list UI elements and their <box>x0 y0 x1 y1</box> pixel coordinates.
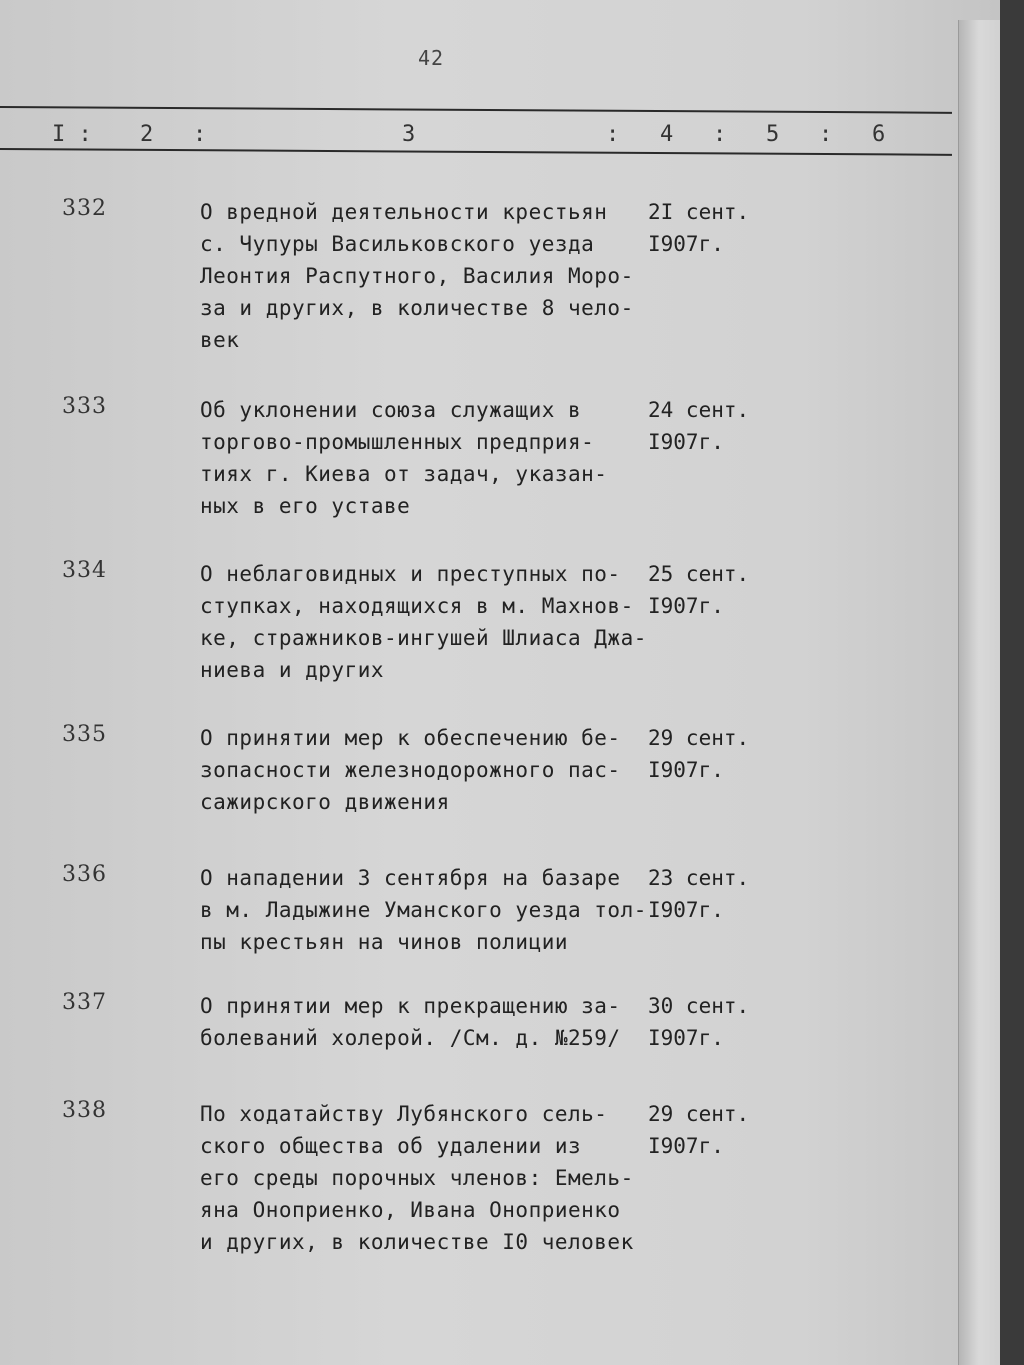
column-separator-3: : <box>606 122 620 147</box>
case-date: 29 сент. I907г. <box>648 1102 750 1158</box>
case-title: О принятии мер к прекращению за- болеваний холерой. /См. д. №259/ <box>200 994 621 1050</box>
header-rule-top <box>0 106 952 114</box>
page-stack-edge <box>958 20 1000 1365</box>
header-rule-bottom <box>0 148 952 156</box>
column-header-2: 2 : <box>140 122 207 147</box>
case-date: 30 сент. I907г. <box>648 994 750 1050</box>
case-number: 333 <box>62 394 107 419</box>
column-header-5: 5 : <box>766 122 833 147</box>
case-title: Об уклонении союза служащих в торгово-промышленных предприя- тиях г. Киева от задач, указан- ных в его уставе <box>200 398 608 518</box>
column-header-6: 6 <box>872 122 886 147</box>
case-number: 337 <box>62 990 107 1015</box>
case-title: О неблаговидных и преступных по- ступках, находящихся в м. Махнов- ке, стражников-ингушей Шлиаса Джа- ниева и других <box>200 562 647 682</box>
column-header-4: 4 : <box>660 122 727 147</box>
case-date: 23 сент. I907г. <box>648 866 750 922</box>
column-header-1: I : <box>52 122 92 147</box>
case-number: 334 <box>62 558 107 583</box>
case-number: 336 <box>62 862 107 887</box>
case-title: По ходатайству Лубянского сель- ского общества об удалении из его среды порочных членов: Емель- яна Оноприенко, Ивана Оноприенко и других, в количестве I0 человек <box>200 1102 634 1254</box>
case-number: 332 <box>62 196 107 221</box>
page-number: 42 <box>418 46 445 70</box>
case-date: 2I сент. I907г. <box>648 200 750 256</box>
case-title: О нападении 3 сентября на базаре в м. Ладыжине Уманского уезда тол- пы крестьян на чинов полиции <box>200 866 647 954</box>
case-number: 335 <box>62 722 107 747</box>
case-number: 338 <box>62 1098 107 1123</box>
case-date: 29 сент. I907г. <box>648 726 750 782</box>
case-title: О принятии мер к обеспечению бе- зопасности железнодорожного пас- сажирского движения <box>200 726 621 814</box>
case-title: О вредной деятельности крестьян с. Чупуры Васильковского уезда Леонтия Распутного, Василия Моро- за и других, в количестве 8 чело- век <box>200 200 634 352</box>
column-header-3: 3 <box>402 122 416 147</box>
case-date: 25 сент. I907г. <box>648 562 750 618</box>
case-date: 24 сент. I907г. <box>648 398 750 454</box>
